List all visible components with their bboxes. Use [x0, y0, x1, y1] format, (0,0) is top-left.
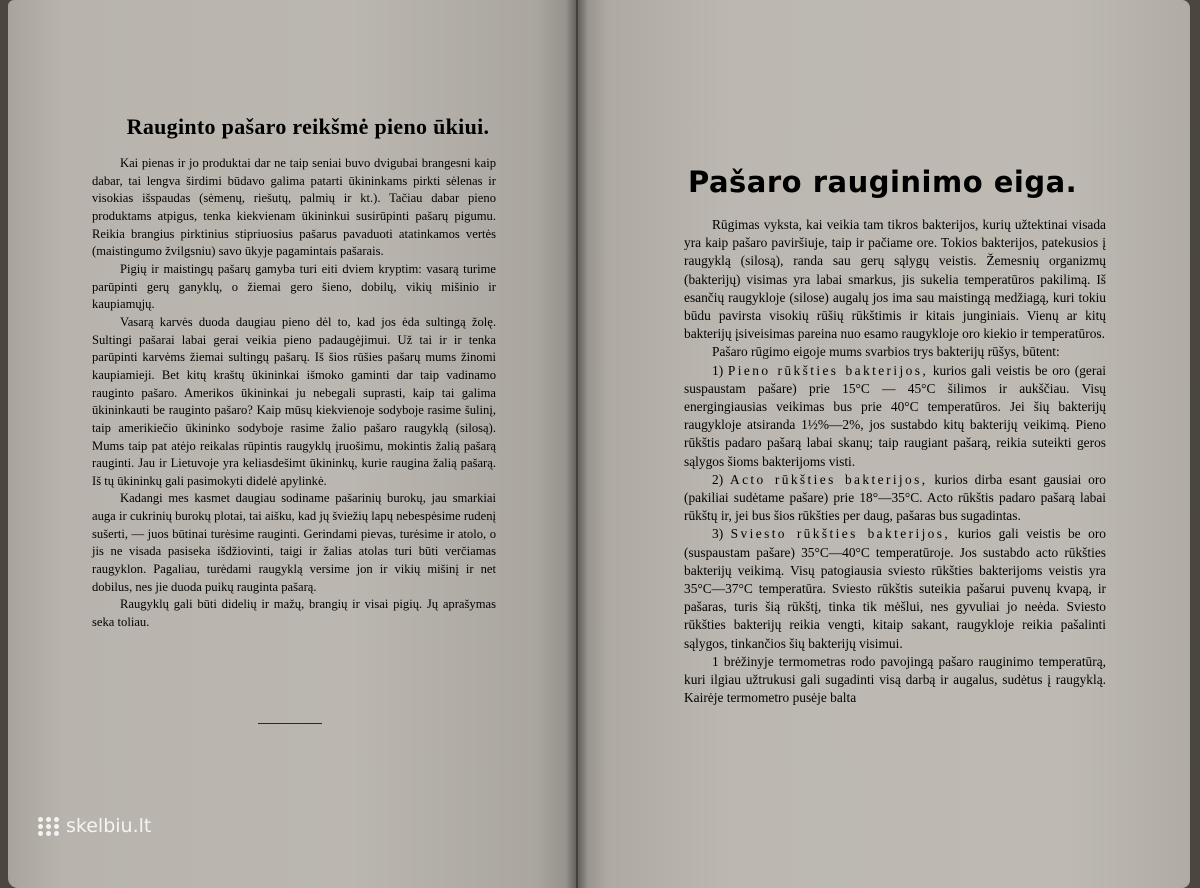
bacteria-item-text: kurios gali veistis be oro (suspaustam pašare) 35°C—40°C temperatūroje. Jos sustabdo acto rūkšties bakterijų veikimą. Visų patogiausia sviesto rūkšties bakterijoms veistis yra 35°C—37°C temperatūra. Sviesto rūkštis suteikia pašarui puvenų kvapą, ir pašaras, turis šią rūkštį, tinka tik mėšlui, nes gyvuliai jo neėda. Sviesto rūkšties bakterijų reikia vengti, kitaip sakant, raugykloje reikia pašalinti sąlygos, tinkančios šių bakterijų visimui. — [684, 526, 1106, 651]
book-spine — [566, 0, 588, 888]
bacteria-item-text: kurios gali veistis be oro (gerai suspaustam pašare) prie 15°C — 45°C šilimos ir aukščiau. Visų energingiausias veikimas bus prie 40°C temperatūros. Jei šių bakterijų raugykloje atsiranda 1½%—2%, jos sustabdo kitų bakterijų veikimą. Pieno rūkštis padaro pašarą labai skanų; taip raugiant pašarą, reikia suteikti geros sąlygos šioms bakterijoms visti. — [684, 362, 1107, 469]
left-paragraph: Vasarą karvės duoda daugiau pieno dėl to, kad jos ėda sultingą žolę. Sultingi pašarai labai gerai veikia pieno padaugėjimui. Už tai ir ir tenka parūpinti karvėms žiemai sultingų pašarų. Iš šios rūšies pašarų mums žinomi kaupiamieji. Bet kitų kraštų ūkininkai išmoko gaminti dar taip vadinamo rauginto pašaro. Amerikos ūkininkai ju nebegali suprasti, kaip tai galima ūkininkauti be rauginto pašaro? Kaip mūsų kiekvienoje sodyboje rasime šulinį, taip amerikiečio ūkininko sodyboje rasime žalio pašaro raugyklą (silosą). Mums taip pat atėjo reikalas rūpintis raugyklų įruošimu, mokintis žalią pašarą rauginti. Jau ir Lietuvoje yra keliasdešimt ūkininkų, kurie raugina žalią pašarą. Iš tų ūkininkų gali pasimokyti didelė apylinkė. — [92, 314, 496, 488]
section-divider — [258, 723, 322, 724]
bacteria-item-number: 1) — [712, 362, 724, 378]
bacteria-item-number: 3) — [712, 526, 724, 542]
bacteria-item-text: kurios dirba esant gausiai oro (pakiliai sudėtame pašare) prie 18°—35°C. Acto rūkštis padaro pašarą labai rūkštų ir, jei bus šios rūkšties per daug, pašaras bus sugadintas. — [684, 471, 1106, 524]
left-page-title: Rauginto pašaro reikšmė pieno ūkiui. — [126, 114, 490, 139]
bacteria-item-name: Sviesto rūkšties bakterijos, — [730, 526, 951, 542]
bacteria-item-number: 2) — [712, 471, 724, 487]
right-closing-paragraph: 1 brėžinyje termometras rodo pavojingą pašaro rauginimo temperatūrą, kuri ilgiau užtrukusi gali sugadinti visą darbą ir augalus, sudėtus į raugyklą. Kairėje termometro pusėje balta — [684, 653, 1106, 706]
watermark-text: skelbiu.lt — [66, 815, 152, 837]
right-page-body — [684, 216, 1106, 707]
right-intro-paragraph: Rūgimas vyksta, kai veikia tam tikros bakterijos, kurių užtektinai visada yra kaip pašaro paviršiuje, taip ir pačiame ore. Tokios bakterijos, patekusios į raugyklą (silosą), randa sau gerų sąlygų veistis. Žemesnių organizmų (bakterijų) visimas yra labai smarkus, jis sukelia temperatūros pakilimą. Iš esančių raugykloje (silose) augalų jos ima sau maistingą medžiagą, kuri tokiu būdu pavirsta visokių rūšių rūkštimis ir kitais junginiais. Vienų ar kitų bakterijų įsiveisimas pareina nuo esamo raugykloje oro kiekio ir temperatūros. — [684, 217, 1106, 342]
right-page-title: Pašaro rauginimo eiga. — [688, 165, 1078, 199]
dots-logo-icon — [38, 817, 60, 836]
left-paragraph: Pigių ir maistingų pašarų gamyba turi eiti dviem kryptim: vasarą turime parūpinti gerų ganyklų, o žiemai gero šieno, dobilų, vikių mišinio ir kaupiamųjų. — [92, 261, 496, 312]
bacteria-item-name: Acto rūkšties bakterijos, — [730, 471, 928, 487]
left-paragraph: Raugyklų gali būti didelių ir mažų, brangių ir visai pigių. Jų aprašymas seka toliau. — [92, 597, 496, 630]
left-paragraph: Kadangi mes kasmet daugiau sodiname pašarinių burokų, jau smarkiai auga ir cukrinių burokų plotai, tai aišku, kad jų šviežių lapų nebespėsime rudenį sušerti, — juos būtinai turėsime rauginti. Gerindami pievas, turėsime ir atolo, o jis ne visada pasiseka išdžiovinti, taigi ir žalias atolas turi būti verčiamas raugyklon. Pagaliau, turėdami raugyklą versime jon ir vikių mišinį ir net dobilus, nes jie duoda puikų rauginta pašarą. — [92, 491, 496, 594]
bacteria-item — [684, 471, 1106, 526]
watermark — [38, 815, 151, 837]
bacteria-types-intro: Pašaro rūgimo eigoje mums svarbios trys bakterijų rūšys, būtent: — [712, 344, 1060, 360]
bacteria-item — [684, 362, 1106, 471]
bacteria-item-name: Pieno rūkšties bakterijos, — [727, 362, 929, 378]
left-page-body — [92, 155, 496, 632]
bacteria-item — [684, 525, 1106, 652]
left-paragraph: Kai pienas ir jo produktai dar ne taip seniai buvo dvigubai brangesni kaip dabar, tai lengva širdimi būdavo galima patarti ūkininkams pirkti sėlenas ir visokias išspaudas (sėmenų, riešutų, palmių ir kt.). Tačiau dabar pieno produktams atpigus, tenka kiekvienam ūkininkui susirūpinti pašarų pigumu. Reikia brangius pirktinius stipriuosius pašarus pavaduoti atatinkamos vertės (maistingumo žvilgsniu) savo ūkyje pagamintais pašarais. — [92, 156, 496, 259]
